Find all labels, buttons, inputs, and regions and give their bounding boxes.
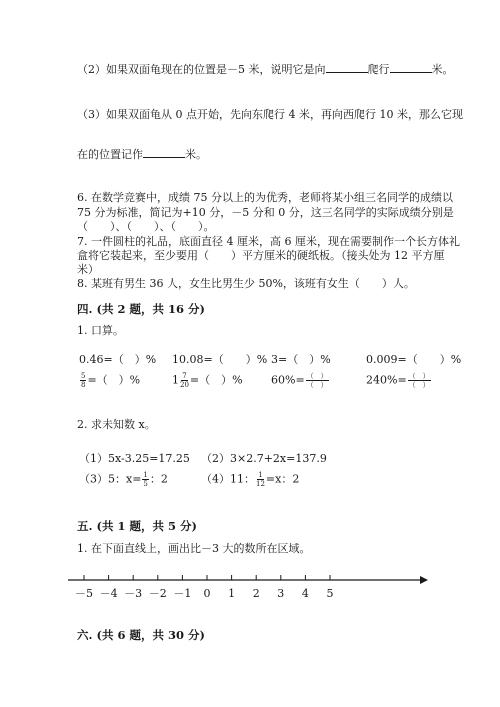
- equation-4: （4）11： $\frac{1}{12}$ =x：2: [201, 471, 300, 488]
- answer-blank-position[interactable]: [143, 146, 185, 158]
- calc-b1: $\frac{5}{8}$ =（ ）%: [81, 372, 141, 389]
- calc-a3: 3=（ ）%: [271, 353, 331, 366]
- question-3-line-2: [77, 146, 207, 162]
- question-3-end: 米。: [185, 148, 207, 161]
- fraction-7-20: $\frac{7}{20}$: [180, 372, 189, 389]
- question-6-line-3: （ ）、（ ）、（ ）。: [77, 220, 215, 233]
- question-7-line-3: 米）: [77, 263, 99, 276]
- number-line-label: 2: [252, 587, 260, 600]
- calc-a4: 0.009=（ ）%: [366, 353, 462, 366]
- section-4-q2: 2. 求未知数 x。: [77, 418, 156, 431]
- fraction-blank[interactable]: $\frac{( )}{( )}$: [306, 372, 328, 389]
- question-3-line-1: （3）如果双面龟从 0 点开始，先向东爬行 4 米，再向西爬行 10 米，那么它现: [77, 108, 463, 121]
- question-3-text: 在的位置记作: [77, 148, 143, 161]
- section-4-title: 四. (共 2 题，共 16 分): [77, 302, 205, 316]
- question-7-line-1: 7. 一件圆柱的礼品，底面直径 4 厘米，高 6 厘米，现在需要制作一个长方体礼: [77, 235, 460, 248]
- number-line-label: －4: [99, 587, 118, 600]
- fraction-1-12: $\frac{1}{12}$: [256, 471, 265, 488]
- question-2-end: 米。: [431, 63, 454, 76]
- fraction-1-5: $\frac{1}{5}$: [143, 471, 148, 488]
- number-line[interactable]: [0, 570, 500, 610]
- number-line-label: 0: [203, 587, 211, 600]
- number-line-label: 1: [228, 587, 236, 600]
- section-4-q1: 1. 口算。: [77, 324, 124, 337]
- question-2-mid: 爬行: [367, 63, 390, 76]
- answer-blank-distance[interactable]: [390, 61, 432, 73]
- number-line-label: 4: [301, 587, 309, 600]
- number-line-label: －5: [75, 587, 93, 600]
- section-5-title: 五. (共 1 题，共 5 分): [77, 519, 197, 533]
- question-8-line: 8. 某班有男生 36 人，女生比男生少 50%，该班有女生（ ）人。: [77, 277, 415, 290]
- number-line-label: －3: [124, 587, 143, 600]
- number-line-arrow-icon: [420, 576, 428, 584]
- calc-b2: 1 $\frac{7}{20}$ =（ ）%: [172, 372, 243, 389]
- equation-2: （2）3×2.7+2x=137.9: [201, 452, 327, 465]
- calc-b3: 60%= $\frac{( )}{( )}$: [271, 372, 328, 389]
- section-5-q1: 1. 在下面直线上，画出比－3 大的数所在区域。: [77, 542, 311, 555]
- calc-a1: 0.46=（ ）%: [79, 353, 157, 366]
- question-7-line-2: 盒将它装起来，至少要用（ ）平方厘米的硬纸板。（接头处为 12 平方厘: [77, 249, 445, 262]
- fraction-blank[interactable]: $\frac{( )}{( )}$: [408, 372, 430, 389]
- question-6-line-1: 6. 在数学竞赛中，成绩 75 分以上的为优秀，老师将某小组三名同学的成绩以: [77, 191, 453, 204]
- number-line-label: －2: [148, 587, 167, 600]
- equation-1: （1）5x-3.25=17.25: [79, 452, 190, 465]
- question-2-text: （2）如果双面龟现在的位置是－5 米，说明它是向: [77, 63, 326, 76]
- number-line-label: 3: [277, 587, 285, 600]
- question-2-line: [77, 61, 454, 77]
- fraction-5-8: $\frac{5}{8}$: [81, 372, 86, 389]
- calc-b4: 240%= $\frac{( )}{( )}$: [366, 372, 430, 389]
- number-line-label: －1: [173, 587, 192, 600]
- section-6-title: 六. (共 6 题，共 30 分): [77, 628, 205, 642]
- number-line-label: 5: [326, 587, 334, 600]
- answer-blank-direction[interactable]: [326, 61, 368, 73]
- calc-a2: 10.08=（ ）%: [172, 353, 268, 366]
- question-6-line-2: 75 分为标准，简记为+10 分，－5 分和 0 分，这三名同学的实际成绩分别是: [77, 206, 454, 219]
- equation-3: （3）5：x= $\frac{1}{5}$ ：2: [79, 471, 168, 488]
